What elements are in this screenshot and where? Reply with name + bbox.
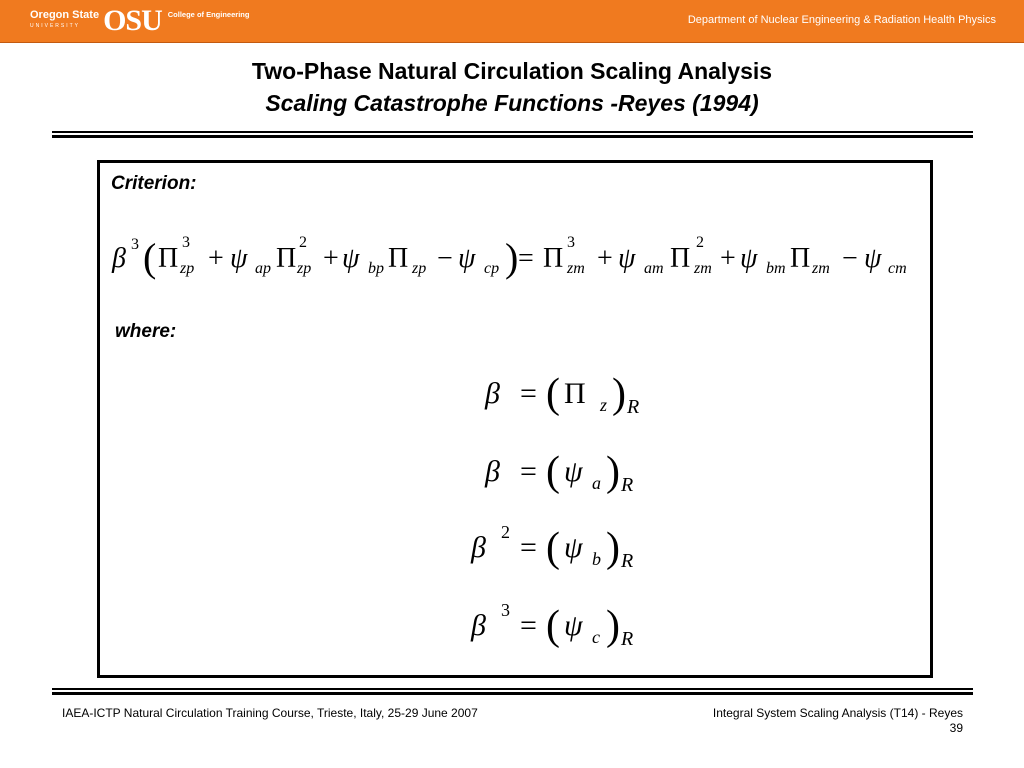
svg-text:+: + [208, 243, 224, 274]
svg-text:Π: Π [158, 243, 179, 274]
svg-text:z: z [600, 395, 608, 415]
logo-mark: OSU [103, 4, 162, 37]
svg-text:R: R [627, 396, 640, 418]
svg-text:): ) [606, 449, 620, 495]
svg-text:=: = [520, 455, 537, 488]
definition-1 [484, 371, 639, 418]
svg-text:=: = [518, 243, 534, 274]
svg-text:ψ: ψ [864, 243, 882, 274]
svg-text:zm: zm [694, 260, 712, 277]
definition-2 [484, 449, 633, 496]
svg-text:ψ: ψ [230, 243, 248, 274]
svg-text:Π: Π [790, 243, 811, 274]
svg-text:β: β [112, 243, 126, 274]
svg-text:(: ( [546, 525, 560, 571]
svg-text:a: a [592, 473, 601, 493]
svg-text:zp: zp [412, 260, 427, 277]
svg-text:(: ( [546, 449, 560, 495]
svg-text:=: = [520, 531, 537, 564]
svg-text:β: β [485, 377, 500, 410]
svg-text:Π: Π [276, 243, 297, 274]
svg-text:Π: Π [543, 243, 564, 274]
svg-text:R: R [621, 550, 634, 572]
svg-text:=: = [520, 609, 537, 642]
logo-college-text: College of Engineering [167, 9, 250, 19]
svg-text:ψ: ψ [618, 243, 636, 274]
svg-text:R: R [621, 474, 634, 496]
department-name: Department of Nuclear Engineering & Radiation Health Physics [687, 14, 996, 26]
equation-box [97, 160, 933, 678]
svg-text:3: 3 [501, 600, 510, 620]
svg-text:bp: bp [368, 260, 384, 277]
svg-text:ψ: ψ [564, 531, 583, 564]
svg-text:zm: zm [567, 260, 585, 277]
svg-text:(: ( [546, 603, 560, 649]
svg-text:+: + [597, 243, 613, 274]
svg-text:Π: Π [670, 243, 691, 274]
svg-text:): ) [612, 371, 626, 417]
svg-text:(: ( [546, 371, 560, 417]
page-number: 39 [949, 721, 963, 735]
svg-text:3: 3 [182, 234, 190, 251]
footer-title: Integral System Scaling Analysis (T14) - Reyes [712, 706, 963, 720]
svg-text:b: b [592, 549, 601, 569]
criterion-label: Criterion: [111, 173, 197, 194]
top-divider [52, 131, 973, 138]
logo-university-text: Oregon State UNIVERSITY [30, 9, 100, 29]
definitions [100, 163, 930, 675]
svg-text:Π: Π [564, 377, 586, 410]
svg-text:+: + [720, 243, 736, 274]
svg-text:cp: cp [484, 260, 500, 277]
svg-text:): ) [606, 525, 620, 571]
svg-text:ψ: ψ [564, 609, 583, 642]
definition-3 [470, 522, 633, 572]
svg-text:β: β [485, 455, 500, 488]
svg-text:β: β [471, 531, 486, 564]
svg-text:(: ( [143, 235, 157, 280]
svg-text:−: − [842, 243, 858, 274]
svg-text:am: am [644, 260, 664, 277]
svg-text:): ) [505, 235, 519, 280]
osu-logo [30, 3, 249, 39]
svg-text:2: 2 [501, 522, 510, 542]
svg-text:zm: zm [812, 260, 830, 277]
svg-text:3: 3 [131, 236, 139, 253]
svg-text:+: + [323, 243, 339, 274]
svg-text:bm: bm [766, 260, 786, 277]
svg-text:ap: ap [255, 260, 271, 277]
svg-text:ψ: ψ [458, 243, 476, 274]
slide-title: Two-Phase Natural Circulation Scaling Analysis [251, 58, 773, 84]
definition-4 [470, 600, 633, 650]
footer-course: IAEA-ICTP Natural Circulation Training Course, Trieste, Italy, 25-29 June 2007 [62, 706, 478, 720]
svg-text:): ) [606, 603, 620, 649]
svg-text:ψ: ψ [564, 455, 583, 488]
slide-subtitle: Scaling Catastrophe Functions -Reyes (1994) [265, 90, 759, 116]
svg-text:cm: cm [888, 260, 907, 277]
header-bar [0, 0, 1024, 43]
footer-presentation [713, 706, 963, 736]
svg-text:β: β [471, 609, 486, 642]
svg-text:ψ: ψ [740, 243, 758, 274]
svg-text:zp: zp [297, 260, 312, 277]
svg-text:−: − [437, 243, 453, 274]
svg-text:2: 2 [696, 234, 704, 251]
svg-text:zp: zp [180, 260, 195, 277]
svg-text:=: = [520, 377, 537, 410]
svg-text:3: 3 [567, 234, 575, 251]
svg-text:c: c [592, 627, 600, 647]
bottom-divider [52, 688, 973, 695]
svg-text:Π: Π [388, 243, 409, 274]
svg-text:R: R [621, 628, 634, 650]
svg-text:ψ: ψ [342, 243, 360, 274]
svg-text:2: 2 [299, 234, 307, 251]
where-label: where: [115, 321, 177, 342]
